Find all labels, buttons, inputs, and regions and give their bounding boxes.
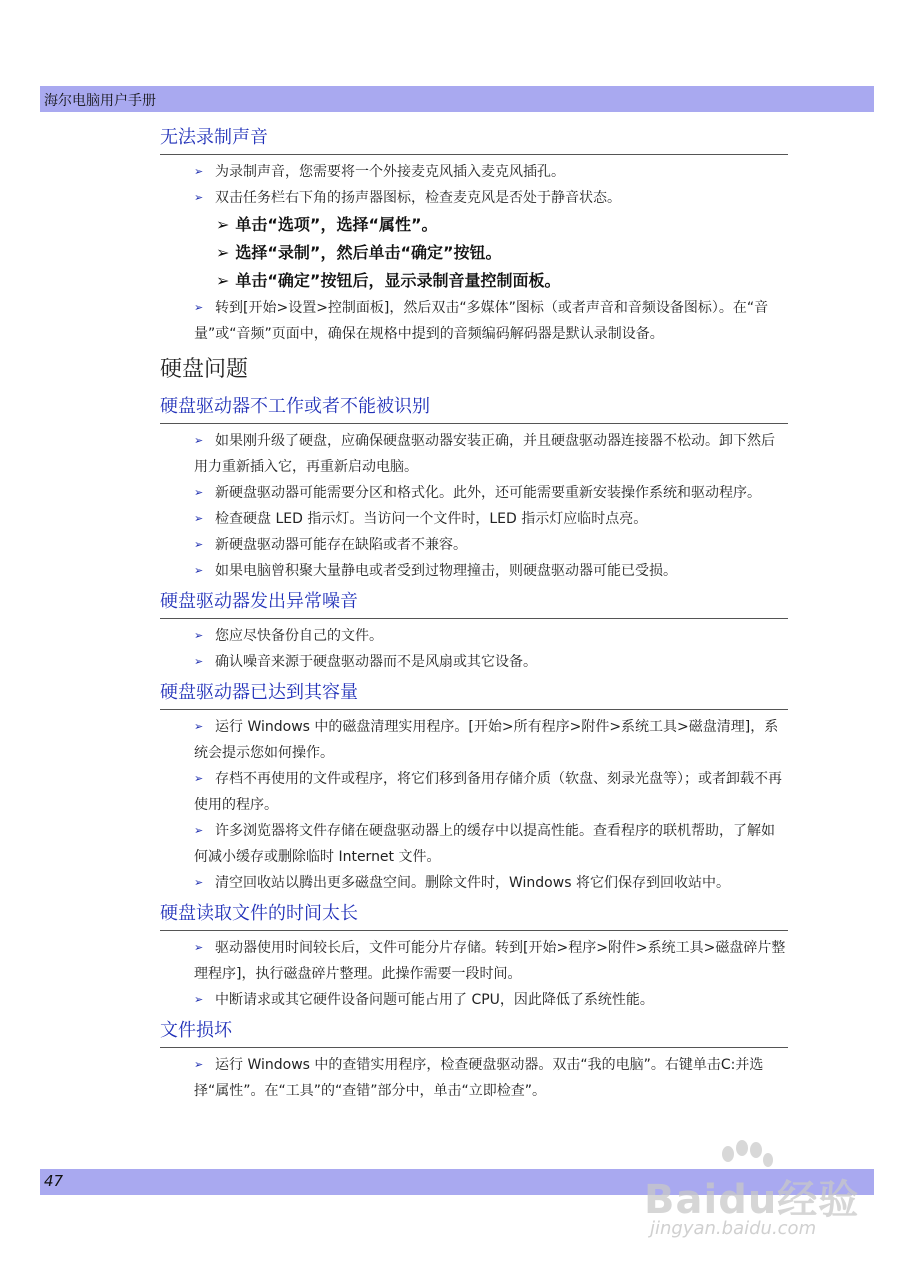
list-item: ➢ 为录制声音，您需要将一个外接麦克风插入麦克风插孔。 — [160, 159, 788, 185]
arrowhead-bullet-icon: ➢ — [194, 512, 204, 525]
list-item: ➢ 中断请求或其它硬件设备问题可能占用了 CPU，因此降低了系统性能。 — [160, 987, 788, 1013]
arrowhead-bullet-icon: ➢ — [216, 271, 230, 290]
arrowhead-bullet-icon: ➢ — [194, 165, 204, 178]
arrowhead-bullet-icon: ➢ — [194, 1058, 204, 1071]
page-number: 47 — [44, 1172, 64, 1190]
section-title-abnormal-noise: 硬盘驱动器发出异常噪音 — [160, 584, 788, 619]
list-item: ➢ 检查硬盘 LED 指示灯。当访问一个文件时，LED 指示灯应临时点亮。 — [160, 506, 788, 532]
arrowhead-bullet-icon: ➢ — [216, 215, 230, 234]
list-item: ➢ 双击任务栏右下角的扬声器图标，检查麦克风是否处于静音状态。 — [160, 185, 788, 211]
arrowhead-bullet-icon: ➢ — [194, 824, 204, 837]
arrowhead-bullet-icon: ➢ — [194, 629, 204, 642]
arrowhead-bullet-icon: ➢ — [194, 941, 204, 954]
list-item: ➢ 如果刚升级了硬盘，应确保硬盘驱动器安装正确，并且硬盘驱动器连接器不松动。卸下然后用力重新插入它，再重新启动电脑。 — [160, 428, 788, 480]
list-item: ➢ 驱动器使用时间较长后，文件可能分片存储。转到[开始>程序>附件>系统工具>磁盘碎片整理程序]，执行磁盘碎片整理。此操作需要一段时间。 — [160, 935, 788, 987]
list-item: ➢ 运行 Windows 中的磁盘清理实用程序。[开始>所有程序>附件>系统工具>磁盘清理]，系统会提示您如何操作。 — [160, 714, 788, 766]
section-title-no-recording: 无法录制声音 — [160, 120, 788, 155]
section-title-drive-not-working: 硬盘驱动器不工作或者不能被识别 — [160, 389, 788, 424]
section-title-capacity-full: 硬盘驱动器已达到其容量 — [160, 675, 788, 710]
list-item: ➢ 存档不再使用的文件或程序，将它们移到备用存储介质（软盘、刻录光盘等）；或者卸载不再使用的程序。 — [160, 766, 788, 818]
section-title-file-corrupt: 文件损坏 — [160, 1013, 788, 1048]
sub-list-item: ➢ 单击“选项”，选择“属性”。 — [216, 215, 438, 234]
sub-list-item: ➢ 选择“录制”，然后单击“确定”按钮。 — [216, 243, 502, 262]
list-item: ➢ 新硬盘驱动器可能需要分区和格式化。此外，还可能需要重新安装操作系统和驱动程序。 — [160, 480, 788, 506]
baidu-watermark — [640, 1140, 880, 1260]
manual-title: 海尔电脑用户手册 — [44, 93, 156, 109]
arrowhead-bullet-icon: ➢ — [194, 720, 204, 733]
arrowhead-bullet-icon: ➢ — [194, 655, 204, 668]
list-item: ➢ 许多浏览器将文件存储在硬盘驱动器上的缓存中以提高性能。查看程序的联机帮助，了解如何减小缓存或删除临时 Internet 文件。 — [160, 818, 788, 870]
watermark-url: jingyan.baidu.com — [650, 1218, 817, 1239]
list-item: ➢ 运行 Windows 中的查错实用程序，检查硬盘驱动器。双击“我的电脑”。右键单击C:并选择“属性”。在“工具”的“查错”部分中，单击“立即检查”。 — [160, 1052, 788, 1104]
sub-list-item: ➢ 单击“确定”按钮后，显示录制音量控制面板。 — [216, 271, 561, 290]
section-title-slow-reading: 硬盘读取文件的时间太长 — [160, 896, 788, 931]
watermark-logo: Baidu经验 — [644, 1177, 860, 1223]
arrowhead-bullet-icon: ➢ — [194, 564, 204, 577]
chapter-title-hard-disk: 硬盘问题 — [160, 357, 249, 382]
arrowhead-bullet-icon: ➢ — [194, 993, 204, 1006]
arrowhead-bullet-icon: ➢ — [216, 243, 230, 262]
list-item: ➢ 您应尽快备份自己的文件。 — [160, 623, 788, 649]
list-item: ➢ 确认噪音来源于硬盘驱动器而不是风扇或其它设备。 — [160, 649, 788, 675]
header-band — [40, 86, 874, 112]
arrowhead-bullet-icon: ➢ — [194, 486, 204, 499]
arrowhead-bullet-icon: ➢ — [194, 301, 204, 314]
list-item: ➢ 转到[开始>设置>控制面板]，然后双击“多媒体”图标（或者声音和音频设备图标）。在“音量”或“音频”页面中，确保在规格中提到的音频编码解码器是默认录制设备。 — [160, 295, 788, 347]
list-item: ➢ 清空回收站以腾出更多磁盘空间。删除文件时，Windows 将它们保存到回收站中。 — [160, 870, 788, 896]
arrowhead-bullet-icon: ➢ — [194, 772, 204, 785]
page-content — [160, 120, 788, 1104]
arrowhead-bullet-icon: ➢ — [194, 876, 204, 889]
list-item: ➢ 新硬盘驱动器可能存在缺陷或者不兼容。 — [160, 532, 788, 558]
list-item: ➢ 如果电脑曾积聚大量静电或者受到过物理撞击，则硬盘驱动器可能已受损。 — [160, 558, 788, 584]
arrowhead-bullet-icon: ➢ — [194, 434, 204, 447]
arrowhead-bullet-icon: ➢ — [194, 191, 204, 204]
arrowhead-bullet-icon: ➢ — [194, 538, 204, 551]
